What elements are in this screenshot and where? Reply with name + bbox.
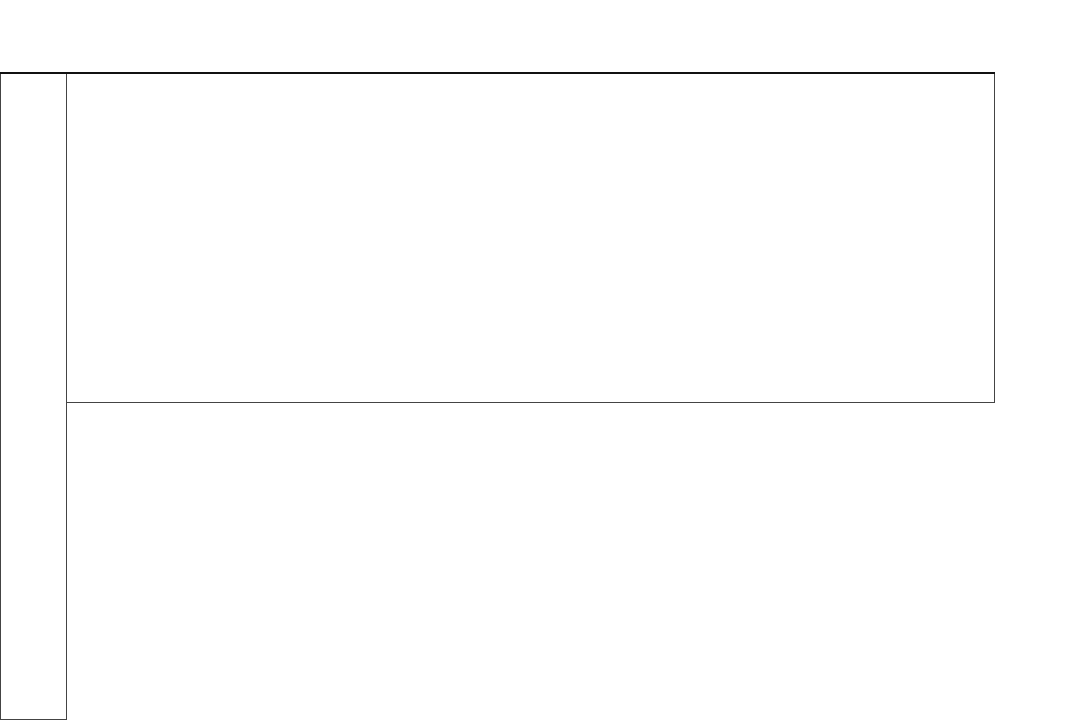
flow-header (67, 73, 995, 402)
dn-header (1, 73, 67, 720)
flow-table (0, 72, 995, 720)
area-header (998, 100, 1080, 127)
